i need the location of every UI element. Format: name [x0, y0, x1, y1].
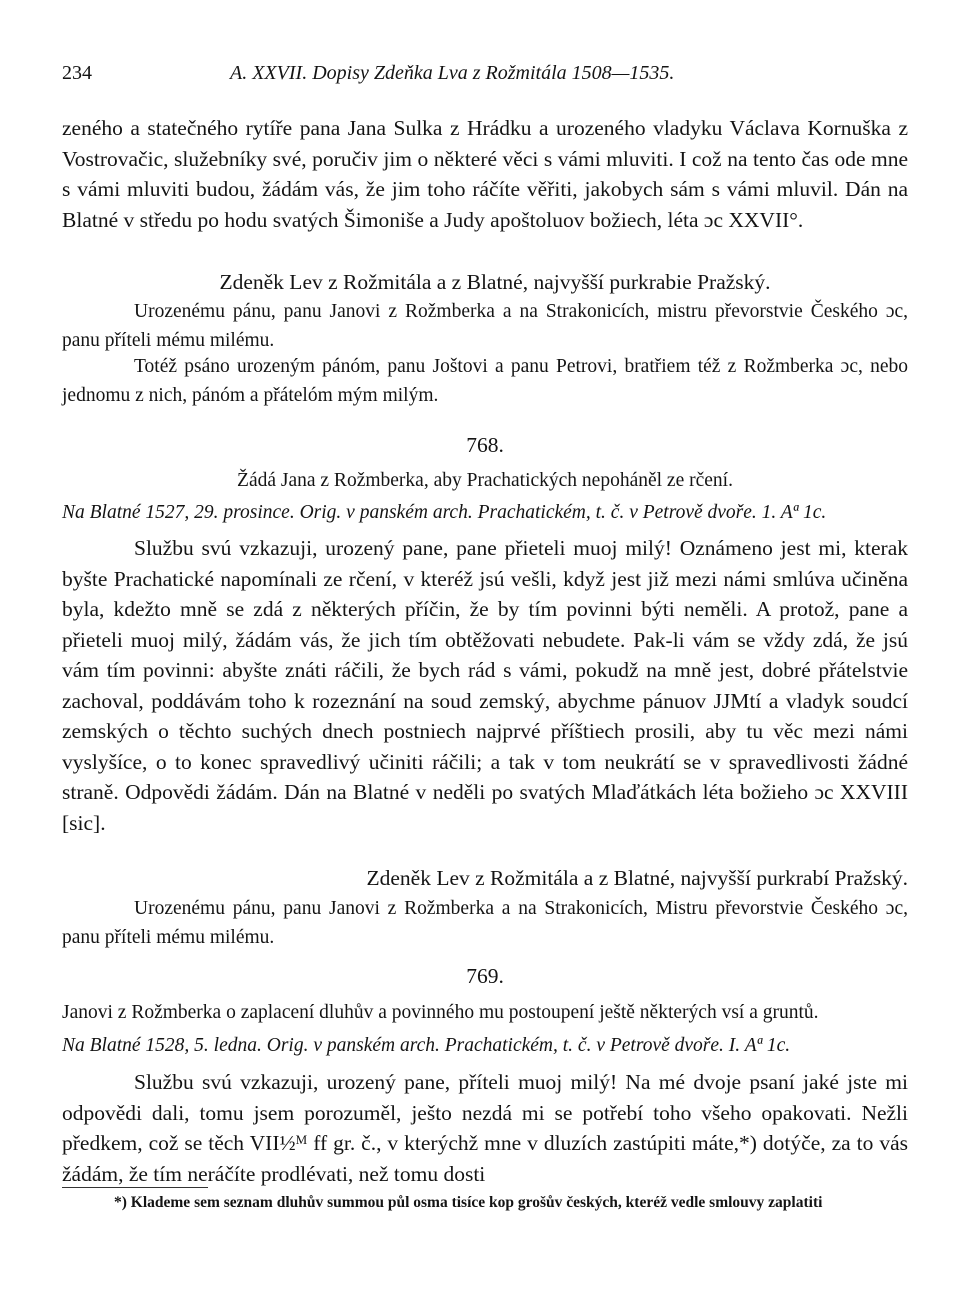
- page-number: 234: [62, 62, 92, 84]
- address: Urozenému pánu, panu Janovi z Rožmberka a na Strakonicích, mistru převorstvie Českého ɔc, panu příteli mému milému.: [62, 301, 908, 351]
- letter-summary: Žádá Jana z Rožmberka, aby Prachatických nepoháněl ze rčení.: [237, 470, 733, 491]
- signature: Zdeněk Lev z Rožmitála a z Blatné, najvyšší purkrabie Pražský.: [219, 270, 771, 294]
- letter-summary: Janovi z Rožmberka o zaplacení dluhův a povinného mu postoupení ještě některých vsí a gruntů.: [62, 1002, 819, 1023]
- continuation-paragraph: zeného a statečného rytíře pana Jana Sulka z Hrádku a urozeného vladyku Václava Kornuška z Vostrovačic, služebníky své, poručiv jim o některé věci s vámi mluviti. I což na tento čas ode mne s vámi mluviti budou, žádám vás, že jim toho ráčíte věřiti, jakobych sám s vámi mluvil. Dán na Blatné v středu po hodu svatých Šimoniše a Judy apoštoluov božiech, léta ɔc XXVII°.: [62, 116, 908, 232]
- letter-body: Službu svú vzkazuji, urozený pane, pane přieteli muoj milý! Oznámeno jest mi, kterak byšte Prachatické napomínali ze rčení, v kteréž jsú vešli, když jest již mezi námi smlúva učiněna byla, kdežto mně se zdá z některých příčin, že by tím povinni býti neměli. A protož, pane a přieteli muoj milý, žádám vás, že jich tím obtěžovati nebudete. Pak-li vám se vždy zdá, že jsú vám tím povinni: abyšte znáti ráčili, že bych rád s vámi, pokudž na mně jest, dobré přátelstvie zachoval, poddávám toho k rozeznání na soud zemský, abychme pánuov JJMtí a vladyk soudcí zemských o těchto suchých dnech postniech najprvé příštiech prosili, aby tu věc mezi námi vyslyšíce, o to konec spravedlivý učiniti ráčili; a tak v tom neukrátí se v spravedlivosti žádné straně. Odpovědi žádám. Dán na Blatné v neděli po svatých Mlaďátkách léta božieho ɔc XXVIII [sic].: [62, 536, 908, 835]
- footnote-rule: [62, 1187, 208, 1188]
- letter-number: 768.: [466, 433, 504, 457]
- page-header: [62, 62, 908, 92]
- note: Totéž psáno urozeným pánóm, panu Joštovi a panu Petrovi, bratřiem též z Rožmberka ɔc, nebo jednomu z nich, pánóm a přátelóm mým milým.: [62, 356, 908, 406]
- letter-number: 769.: [466, 964, 504, 988]
- letter-source: Na Blatné 1527, 29. prosince. Orig. v panském arch. Prachatickém, t. č. v Petrově dvoře. 1. Aª 1c.: [62, 502, 827, 523]
- footnote: *) Klademe sem seznam dluhův summou půl osma tisíce kop grošův českých, kteréž vedle smlouvy zaplatiti: [114, 1194, 823, 1211]
- signature: Zdeněk Lev z Rožmitála a z Blatné, najvyšší purkrabí Pražský.: [366, 866, 908, 890]
- running-title: A. XXVII. Dopisy Zdeňka Lva z Rožmitála 1508—1535.: [230, 62, 675, 84]
- address: Urozenému pánu, panu Janovi z Rožmberka a na Strakonicích, Mistru převorstvie Českého ɔc, panu příteli mému milému.: [62, 898, 908, 948]
- letter-source: Na Blatné 1528, 5. ledna. Orig. v panském arch. Prachatickém, t. č. v Petrově dvoře. I. Aª 1c.: [62, 1035, 791, 1056]
- letter-body: Službu svú vzkazuji, urozený pane, příteli muoj milý! Na mé dvoje psaní jaké jste mi odpovědi dali, tomu jsem porozuměl, ješto nezdá mi se potřebí toho všeho opakovati. Nežli předkem, což se těch VII½ᴹ ff gr. č., v kterýchž mne v dluzích zastúpiti máte,*) dotýče, za to vás žádám, že tím neráčíte prodlévati, než tomu dosti: [62, 1070, 908, 1186]
